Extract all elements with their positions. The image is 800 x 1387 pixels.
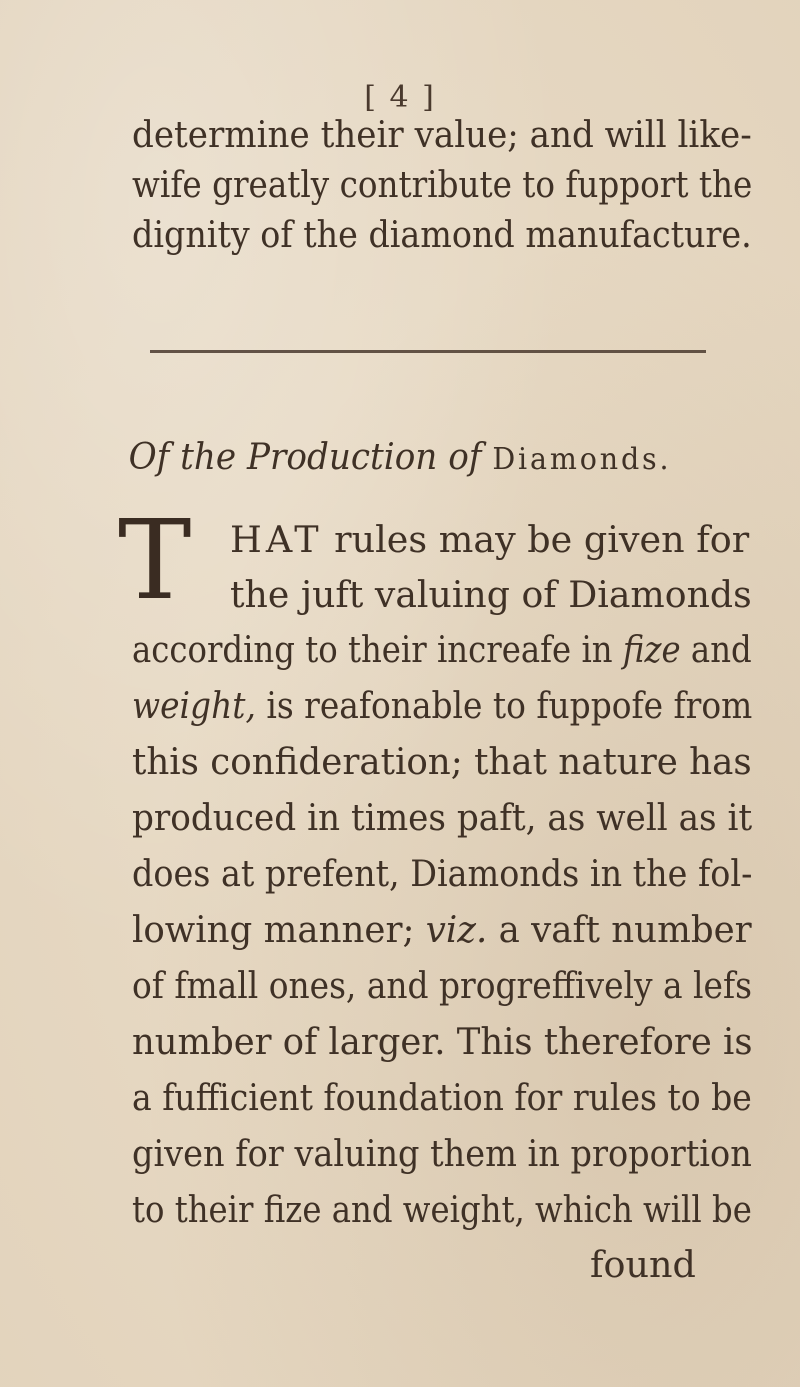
line4-text: is reafonable to fuppofe from xyxy=(255,684,753,727)
first-line-rest: rules may be given for xyxy=(322,518,750,561)
line3-text-b: and xyxy=(680,628,752,671)
section-divider xyxy=(150,350,706,353)
paragraph-line-1 xyxy=(230,515,749,565)
paragraph-line-3 xyxy=(132,625,752,675)
paragraph-line-10: number of larger. This therefore is xyxy=(132,1020,753,1063)
page-number: [ 4 ] xyxy=(364,80,436,115)
line8-italic: viz. xyxy=(425,908,488,951)
paragraph-line-13: to their fize and weight, which will be xyxy=(132,1188,752,1231)
heading-smallcaps: Diamonds. xyxy=(492,442,672,477)
line3-text-a: according to their increafe in xyxy=(132,628,623,671)
paragraph-line-6: produced in times paft, as well as it xyxy=(132,796,753,839)
paragraph-line-4 xyxy=(132,681,752,731)
drop-cap: T xyxy=(118,496,192,624)
text-line-1: determine their value; and will like- xyxy=(132,113,752,156)
text-line-2: wife greatly contribute to fupport the xyxy=(132,163,753,206)
catchword: found xyxy=(590,1243,696,1286)
paragraph-line-7: does at prefent, Diamonds in the fol- xyxy=(132,852,753,895)
section-heading xyxy=(20,437,780,478)
line8-text-a: lowing manner; xyxy=(132,908,426,951)
paragraph-line-11: a fufficient foundation for rules to be xyxy=(132,1076,752,1119)
first-word-caps: HAT xyxy=(230,518,323,561)
paragraph-line-2: the juft valuing of Diamonds xyxy=(230,573,752,616)
paragraph-line-5: this confideration; that nature has xyxy=(132,740,752,783)
line8-text-b: a vaft number xyxy=(487,908,752,951)
text-line-3: dignity of the diamond manufacture. xyxy=(132,213,752,256)
line3-italic: fize xyxy=(622,628,681,671)
paragraph-line-9: of fmall ones, and progreffively a lefs xyxy=(132,964,753,1007)
paragraph-line-12: given for valuing them in proportion xyxy=(132,1132,752,1175)
line4-italic: weight, xyxy=(132,684,256,727)
heading-italic: Of the Production of xyxy=(128,437,482,478)
paragraph-line-8 xyxy=(132,905,752,955)
